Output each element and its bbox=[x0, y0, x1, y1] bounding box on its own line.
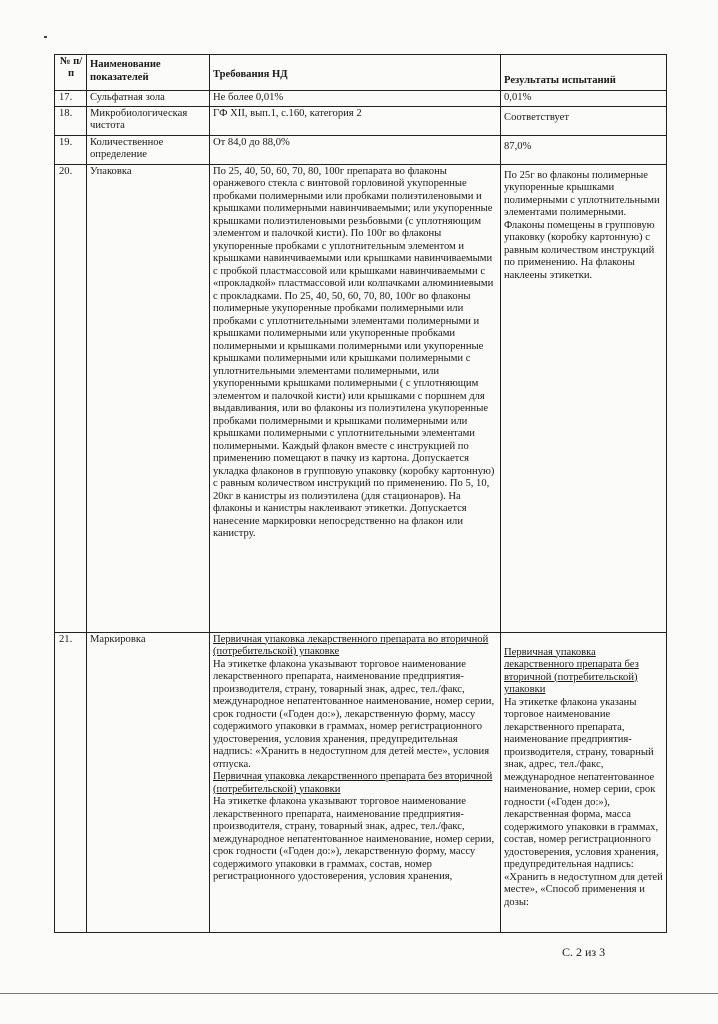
requirement-text-secondary-pack: На этикетке флакона указывают торговое наименование лекарственного препарата, наименование предприятия-производителя, страну, товарный знак, адрес, тел./факс, международное непатентованное наименование, номер серии, срок годности («Годен до:»), лекарственную форму, массу содержимого упаковки в граммах, номер регистрационного удостоверения, условия хранения, предупредительная надпись: «Хранить в недоступном для детей месте», условия отпуска. bbox=[213, 658, 495, 770]
requirement-text-primary-pack: На этикетке флакона указывают торговое наименование лекарственного препарата, наименование предприятия-производителя, страну, товарный знак, адрес, тел./факс, международное непатентованное наименование, номер серии, срок годности («Годен до:»), лекарственную форму, массу содержимого упаковки в граммах, состав, номер регистрационного удостоверения, условия хранения, bbox=[213, 796, 495, 882]
row-num: 17. bbox=[55, 91, 87, 107]
page-number: С. 2 из 3 bbox=[562, 945, 606, 959]
table-row bbox=[55, 632, 667, 932]
requirement-subheading-secondary-pack: Первичная упаковка лекарственного препарата во вторичной (потребительской) упаковке bbox=[213, 633, 489, 657]
bottom-rule bbox=[0, 993, 718, 994]
table-row bbox=[55, 106, 667, 135]
result-text: На этикетке флакона указаны торговое наименование лекарственного препарата, наименование предприятия-производителя, страну, товарный знак, адрес, тел./факс, международное непатентованное наименование, номер серии, срок годности («Годен до:»), лекарственная форма, масса содержимого упаковки в граммах, состав, номер регистрационного удостоверения, условия хранения, предупредительная надпись: «Хранить в недоступном для детей месте», «Способ применения и дозы: bbox=[504, 696, 663, 908]
row-result: 0,01% bbox=[501, 91, 667, 107]
row-result: 87,0% bbox=[501, 135, 667, 164]
table-header-row bbox=[55, 55, 667, 91]
row-requirement: По 25, 40, 50, 60, 70, 80, 100г препарата во флаконы оранжевого стекла с винтовой горловиной укупоренные пробками полимерными или пробками полиэтиленовыми и крышками полимерными навинчиваемыми; или укупоренные крышками полиэтиленовыми резьбовыми (с уплотняющим элементом и палочкой кисти). По 100г во флаконы укупоренные пробками с уплотнительным элементом и крышками навинчиваемыми или крышками навинчиваемыми с пробкой пластмассовой или крышками навинчиваемыми с «прокладкой» пластмассовой или колпачками алюминиевыми с прокладками. По 25, 40, 50, 60, 70, 80, 100г во флаконы полимерные укупоренные пробками полимерными или пробками с уплотнительными элементами полимерными и крышками полимерными или укупоренные пробками полимерными и крышками полимерными или укупоренные крышками полимерными или крышками полимерными с уплотнительными элементами полимерными, или укупоренными крышками полимерными ( с уплотняющим элементом и палочкой кисти) или крышками с поршнем для выдавливания, или во флаконы из полиэтилена укупоренные пробками полимерными и крышками полимерными или крышками полимерными с уплотнительными элементами полимерными. Каждый флакон вместе с инструкцией по применению помещают в пачку из картона. Допускается укладка флаконов в групповую упаковку (коробку картонную) с равным количеством инструкций по применению. По 5, 10, 20кг в канистры из полиэтилена (для стационаров). На флаконы и канистры наклеивают этикетки. Допускается нанесение маркировки непосредственно на флакон или канистру. bbox=[210, 164, 501, 632]
row-num: 18. bbox=[55, 106, 87, 135]
row-result: По 25г во флаконы полимерные укупоренные крышками полимерными с уплотнительными элементами полимерными. Флаконы помещены в групповую упаковку (коробку картонную) с равным количеством инструкций по применению. На флаконы наклеены этикетки. bbox=[501, 164, 667, 632]
header-requirements: Требования НД bbox=[210, 55, 501, 91]
header-indicator: Наименование показателей bbox=[87, 55, 210, 91]
row-requirement bbox=[210, 632, 501, 932]
table-row bbox=[55, 135, 667, 164]
row-indicator: Сульфатная зола bbox=[87, 91, 210, 107]
row-result: Соответствует bbox=[501, 106, 667, 135]
row-indicator: Микробиологическая чистота bbox=[87, 106, 210, 135]
result-subheading: Первичная упаковка лекарственного препарата без вторичной (потребительской) упаковки bbox=[504, 646, 639, 695]
row-indicator: Упаковка bbox=[87, 164, 210, 632]
header-num: № п/п bbox=[55, 55, 87, 91]
row-indicator: Количественное определение bbox=[87, 135, 210, 164]
row-requirement: Не более 0,01% bbox=[210, 91, 501, 107]
requirement-subheading-primary-pack: Первичная упаковка лекарственного препарата без вторичной (потребительской) упаковки bbox=[213, 771, 493, 795]
row-num: 19. bbox=[55, 135, 87, 164]
row-num: 21. bbox=[55, 632, 87, 932]
table-row bbox=[55, 164, 667, 632]
row-requirement: ГФ XII, вып.1, с.160, категория 2 bbox=[210, 106, 501, 135]
header-results: Результаты испытаний bbox=[501, 55, 667, 91]
test-results-table bbox=[54, 54, 667, 933]
table-row bbox=[55, 91, 667, 107]
scan-speck bbox=[44, 36, 47, 38]
row-requirement: От 84,0 до 88,0% bbox=[210, 135, 501, 164]
row-num: 20. bbox=[55, 164, 87, 632]
row-indicator: Маркировка bbox=[87, 632, 210, 932]
row-result bbox=[501, 632, 667, 932]
